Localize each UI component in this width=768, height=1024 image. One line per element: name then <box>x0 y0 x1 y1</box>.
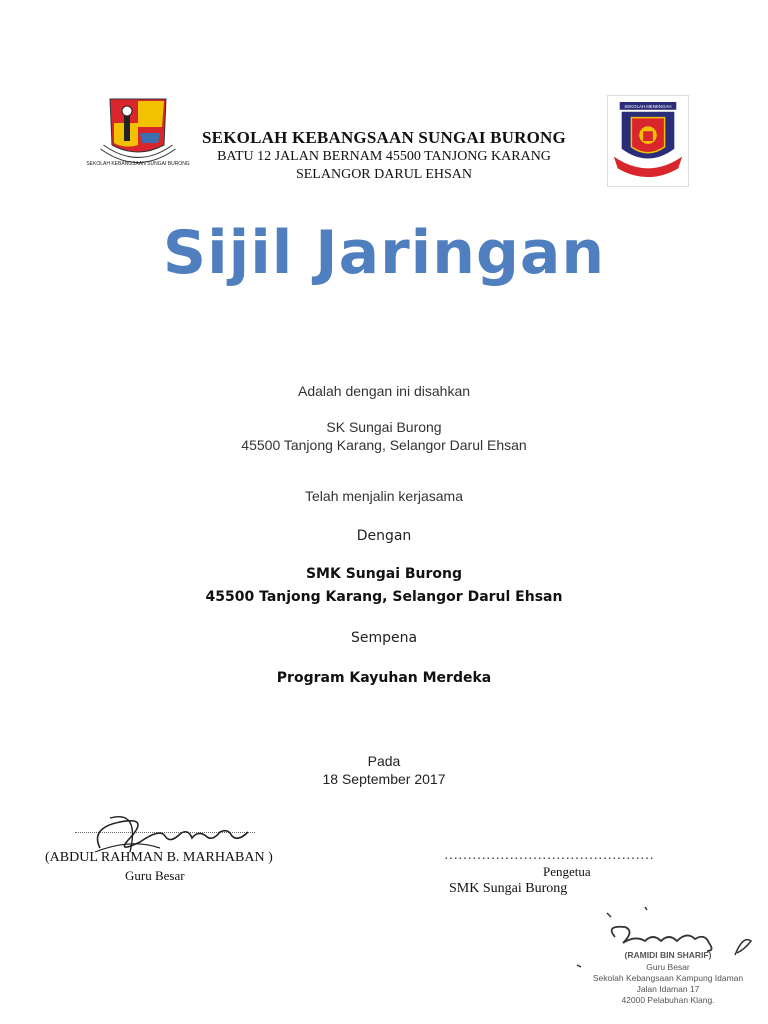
school-address-line1: BATU 12 JALAN BERNAM 45500 TANJONG KARANG <box>217 149 551 164</box>
stamp-name: (RAMIDI BIN SHARIF) <box>624 950 712 960</box>
school-address-line2: SELANGOR DARUL EHSAN <box>295 167 473 182</box>
right-signatory-role: Pengetua <box>543 864 591 879</box>
on-text: Pada <box>367 753 401 769</box>
party2-name: SMK Sungai Burong <box>305 566 463 582</box>
program-name: Program Kayuhan Merdeka <box>276 670 492 686</box>
party2-address: 45500 Tanjong Karang, Selangor Darul Ehsan <box>205 589 563 605</box>
cooperation-text: Telah menjalin kerjasama <box>305 488 463 504</box>
left-signatory-role: Guru Besar <box>125 868 185 883</box>
right-signatory-school: SMK Sungai Burong <box>449 881 568 896</box>
occasion-text: Sempena <box>350 630 418 646</box>
party1-name: SK Sungai Burong <box>326 419 442 435</box>
stamp-street: Jalan Idaman 17 <box>636 984 700 994</box>
right-signature-line: ……………………………………… <box>444 848 654 863</box>
left-signatory-name: (ABDUL RAHMAN B. MARHABAN ) <box>45 850 273 865</box>
stamp-city: 42000 Pelabuhan Klang. <box>621 995 715 1005</box>
school-name: SEKOLAH KEBANGSAAN SUNGAI BURONG <box>202 128 566 147</box>
stamp-role: Guru Besar <box>646 962 690 972</box>
date-text: 18 September 2017 <box>322 771 446 787</box>
left-crest-text: SEKOLAH KEBANGSAAN SUNGAI BURONG <box>86 161 190 167</box>
right-crest-text: SEKOLAH MENENGAH <box>624 103 672 109</box>
party1-address: 45500 Tanjong Karang, Selangor Darul Ehsan <box>241 437 527 453</box>
certificate-title: Sijil Jaringan <box>162 218 606 288</box>
intro-text: Adalah dengan ini disahkan <box>297 383 471 399</box>
with-text: Dengan <box>356 528 412 544</box>
stamp-school: Sekolah Kebangsaan Kampung Idaman <box>592 973 744 983</box>
